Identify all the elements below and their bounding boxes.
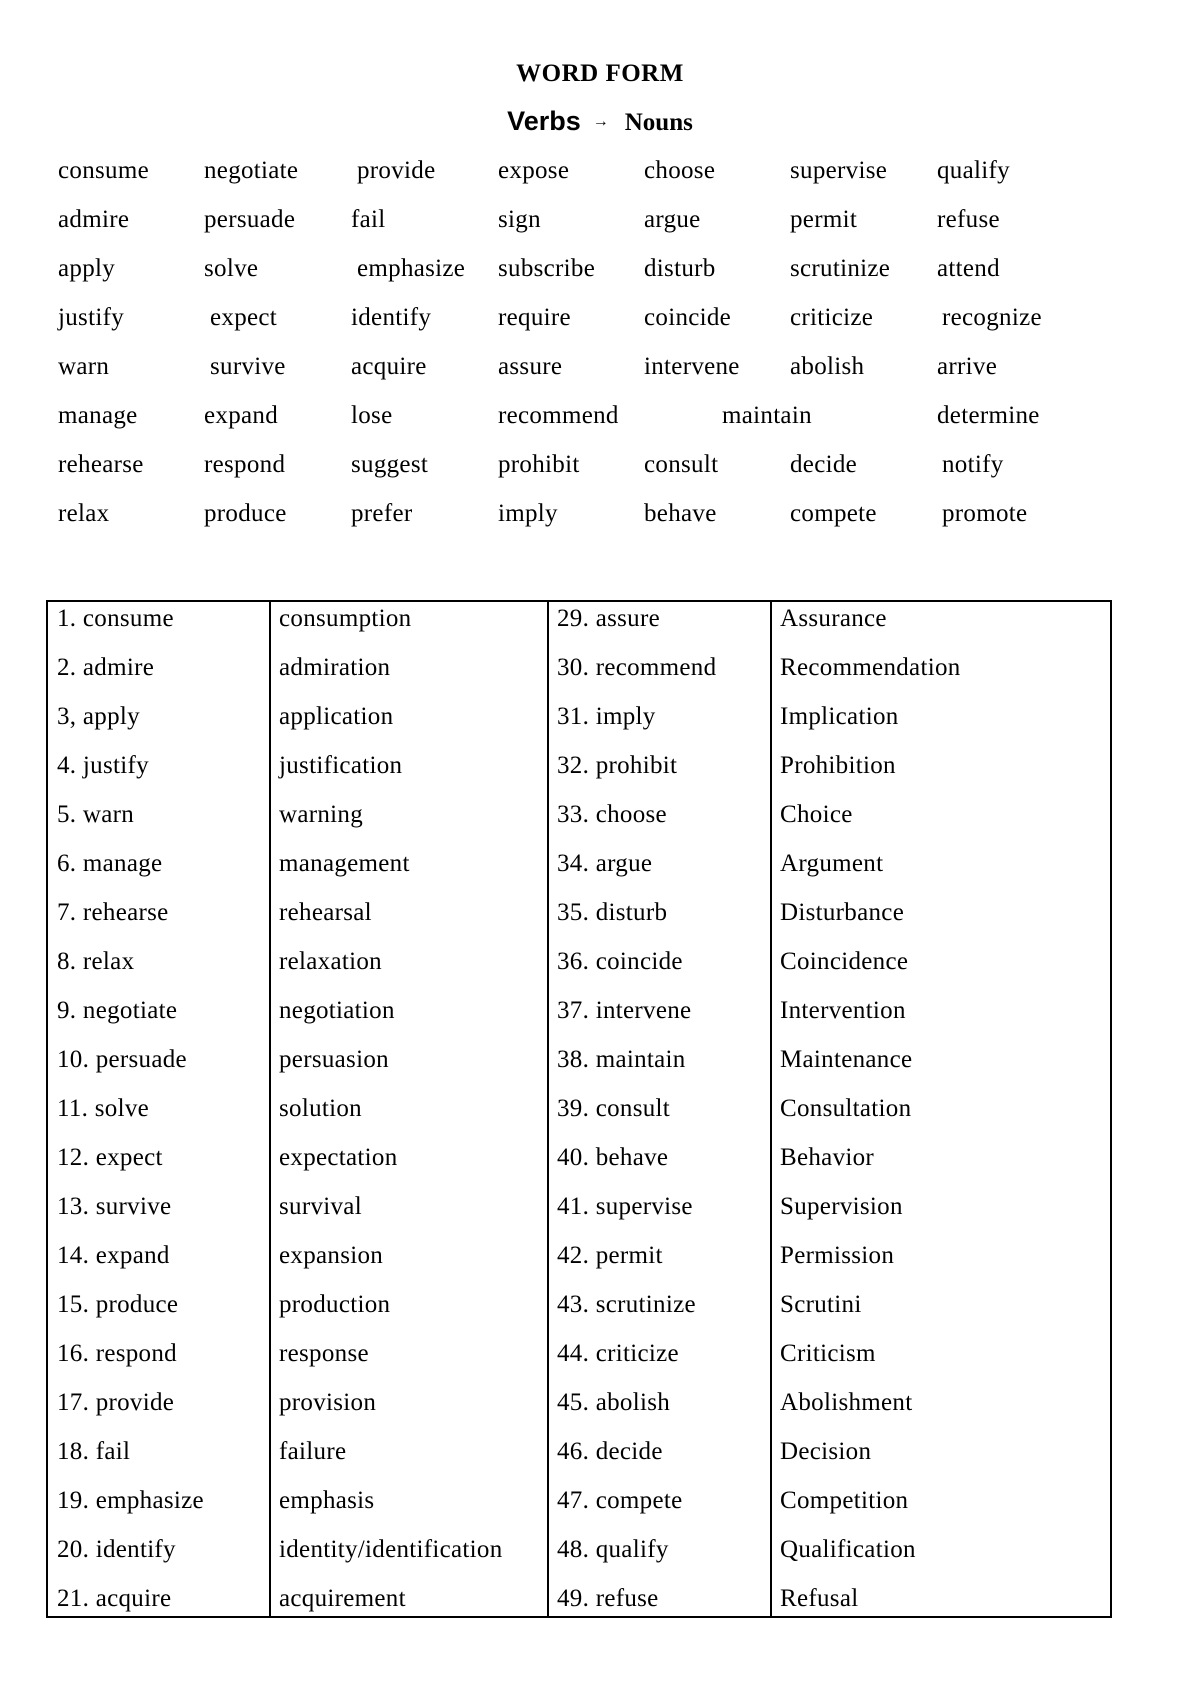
word-list-item: coincide <box>644 304 732 331</box>
verb-cell: 3, apply <box>57 703 140 730</box>
word-list-item: expect <box>210 304 278 331</box>
word-list-item: attend <box>937 255 1000 282</box>
noun-cell: Implication <box>780 703 899 730</box>
document-title: WORD FORM <box>516 60 684 87</box>
noun-cell: Coincidence <box>780 948 909 975</box>
noun-cell: Argument <box>780 850 884 877</box>
verb-cell: 35. disturb <box>557 899 668 926</box>
word-list-item: imply <box>498 500 558 527</box>
arrow-icon: → <box>592 113 609 130</box>
noun-cell: Competition <box>780 1487 909 1514</box>
noun-cell: admiration <box>279 654 391 681</box>
noun-cell: identity/identification <box>279 1536 503 1563</box>
word-list-item: solve <box>204 255 259 282</box>
verb-cell: 15. produce <box>57 1291 179 1318</box>
noun-cell: Scrutini <box>780 1291 862 1318</box>
noun-cell: consumption <box>279 605 412 632</box>
verb-cell: 20. identify <box>57 1536 176 1563</box>
word-list-item: expand <box>204 402 278 429</box>
noun-cell: emphasis <box>279 1487 375 1514</box>
word-list-item: lose <box>351 402 393 429</box>
word-list-item: relax <box>58 500 110 527</box>
noun-cell: Behavior <box>780 1144 875 1171</box>
table-column-divider <box>547 602 549 1616</box>
verb-cell: 36. coincide <box>557 948 683 975</box>
verb-cell: 45. abolish <box>557 1389 671 1416</box>
verb-cell: 12. expect <box>57 1144 163 1171</box>
word-list-item: compete <box>790 500 877 527</box>
word-list-item: consult <box>644 451 719 478</box>
word-list-item: disturb <box>644 255 716 282</box>
word-list-item: expose <box>498 157 570 184</box>
noun-cell: Criticism <box>780 1340 876 1367</box>
noun-cell: Disturbance <box>780 899 905 926</box>
word-list-item: scrutinize <box>790 255 891 282</box>
verb-cell: 41. supervise <box>557 1193 693 1220</box>
verb-cell: 1. consume <box>57 605 174 632</box>
word-list-item: rehearse <box>58 451 144 478</box>
verb-cell: 9. negotiate <box>57 997 178 1024</box>
word-list-item: suggest <box>351 451 429 478</box>
word-list-item: qualify <box>937 157 1010 184</box>
word-list-item: criticize <box>790 304 874 331</box>
word-list-item: admire <box>58 206 130 233</box>
word-list-item: justify <box>58 304 124 331</box>
noun-cell: application <box>279 703 394 730</box>
noun-cell: Prohibition <box>780 752 896 779</box>
verb-cell: 18. fail <box>57 1438 131 1465</box>
word-list-item: argue <box>644 206 701 233</box>
verb-cell: 16. respond <box>57 1340 177 1367</box>
word-list-item: acquire <box>351 353 427 380</box>
verb-word-list <box>0 0 1200 540</box>
word-list-item: intervene <box>644 353 740 380</box>
noun-cell: rehearsal <box>279 899 372 926</box>
noun-cell: expansion <box>279 1242 384 1269</box>
word-list-item: notify <box>942 451 1004 478</box>
word-list-item: manage <box>58 402 138 429</box>
noun-cell: management <box>279 850 410 877</box>
noun-cell: Qualification <box>780 1536 916 1563</box>
verb-cell: 8. relax <box>57 948 135 975</box>
verb-noun-table <box>46 600 1112 1618</box>
word-list-item: recommend <box>498 402 619 429</box>
word-list-item: supervise <box>790 157 888 184</box>
verb-cell: 30. recommend <box>557 654 717 681</box>
noun-cell: provision <box>279 1389 377 1416</box>
noun-cell: Recommendation <box>780 654 961 681</box>
subtitle-nouns: Nouns <box>624 109 693 136</box>
verb-cell: 49. refuse <box>557 1585 659 1612</box>
word-list-item: consume <box>58 157 149 184</box>
noun-cell: Maintenance <box>780 1046 913 1073</box>
verb-cell: 14. expand <box>57 1242 170 1269</box>
verb-cell: 7. rehearse <box>57 899 169 926</box>
verb-cell: 44. criticize <box>557 1340 679 1367</box>
word-list-item: refuse <box>937 206 1000 233</box>
noun-cell: Assurance <box>780 605 887 632</box>
noun-cell: Refusal <box>780 1585 859 1612</box>
verb-cell: 29. assure <box>557 605 660 632</box>
word-list-item: sign <box>498 206 541 233</box>
noun-cell: justification <box>279 752 403 779</box>
verb-cell: 37. intervene <box>557 997 692 1024</box>
word-list-item: identify <box>351 304 432 331</box>
word-list-item: require <box>498 304 571 331</box>
word-list-item: fail <box>351 206 386 233</box>
noun-cell: response <box>279 1340 369 1367</box>
word-list-item: warn <box>58 353 110 380</box>
noun-cell: persuasion <box>279 1046 389 1073</box>
verb-cell: 38. maintain <box>557 1046 686 1073</box>
verb-cell: 47. compete <box>557 1487 683 1514</box>
word-list-item: prefer <box>351 500 413 527</box>
noun-cell: warning <box>279 801 364 828</box>
word-list-item: abolish <box>790 353 865 380</box>
word-list-item: maintain <box>722 402 812 429</box>
noun-cell: Decision <box>780 1438 872 1465</box>
verb-cell: 17. provide <box>57 1389 175 1416</box>
verb-cell: 6. manage <box>57 850 163 877</box>
verb-cell: 11. solve <box>57 1095 150 1122</box>
noun-cell: acquirement <box>279 1585 406 1612</box>
verb-cell: 43. scrutinize <box>557 1291 696 1318</box>
noun-cell: Consultation <box>780 1095 912 1122</box>
word-list-item: arrive <box>937 353 998 380</box>
word-list-item: produce <box>204 500 287 527</box>
verb-cell: 21. acquire <box>57 1585 172 1612</box>
verb-cell: 42. permit <box>557 1242 663 1269</box>
word-list-item: negotiate <box>204 157 299 184</box>
word-list-item: permit <box>790 206 858 233</box>
noun-cell: Permission <box>780 1242 895 1269</box>
verb-cell: 31. imply <box>557 703 656 730</box>
verb-cell: 19. emphasize <box>57 1487 204 1514</box>
verb-cell: 39. consult <box>557 1095 671 1122</box>
noun-cell: Intervention <box>780 997 906 1024</box>
verb-cell: 34. argue <box>557 850 653 877</box>
word-list-item: persuade <box>204 206 296 233</box>
word-list-item: emphasize <box>357 255 466 282</box>
verb-cell: 48. qualify <box>557 1536 669 1563</box>
verb-cell: 4. justify <box>57 752 149 779</box>
noun-cell: expectation <box>279 1144 398 1171</box>
verb-cell: 46. decide <box>557 1438 663 1465</box>
verb-cell: 32. prohibit <box>557 752 678 779</box>
word-list-item: respond <box>204 451 286 478</box>
word-list-item: behave <box>644 500 717 527</box>
noun-cell: Abolishment <box>780 1389 913 1416</box>
word-list-item: apply <box>58 255 116 282</box>
subtitle-verbs: Verbs <box>507 106 581 136</box>
verb-cell: 10. persuade <box>57 1046 187 1073</box>
word-list-item: assure <box>498 353 563 380</box>
word-list-item: recognize <box>942 304 1042 331</box>
verb-cell: 13. survive <box>57 1193 172 1220</box>
table-column-divider <box>770 602 772 1616</box>
noun-cell: relaxation <box>279 948 382 975</box>
noun-cell: negotiation <box>279 997 395 1024</box>
word-list-item: promote <box>942 500 1028 527</box>
word-list-item: prohibit <box>498 451 580 478</box>
word-list-item: survive <box>210 353 286 380</box>
verb-cell: 2. admire <box>57 654 155 681</box>
noun-cell: survival <box>279 1193 362 1220</box>
noun-cell: production <box>279 1291 391 1318</box>
word-list-item: determine <box>937 402 1040 429</box>
word-list-item: decide <box>790 451 858 478</box>
verb-cell: 33. choose <box>557 801 667 828</box>
noun-cell: Supervision <box>780 1193 903 1220</box>
word-list-item: provide <box>357 157 436 184</box>
verb-cell: 5. warn <box>57 801 135 828</box>
noun-cell: Choice <box>780 801 853 828</box>
noun-cell: solution <box>279 1095 362 1122</box>
table-column-divider <box>269 602 271 1616</box>
word-list-item: choose <box>644 157 716 184</box>
noun-cell: failure <box>279 1438 347 1465</box>
word-list-item: subscribe <box>498 255 596 282</box>
verb-cell: 40. behave <box>557 1144 669 1171</box>
